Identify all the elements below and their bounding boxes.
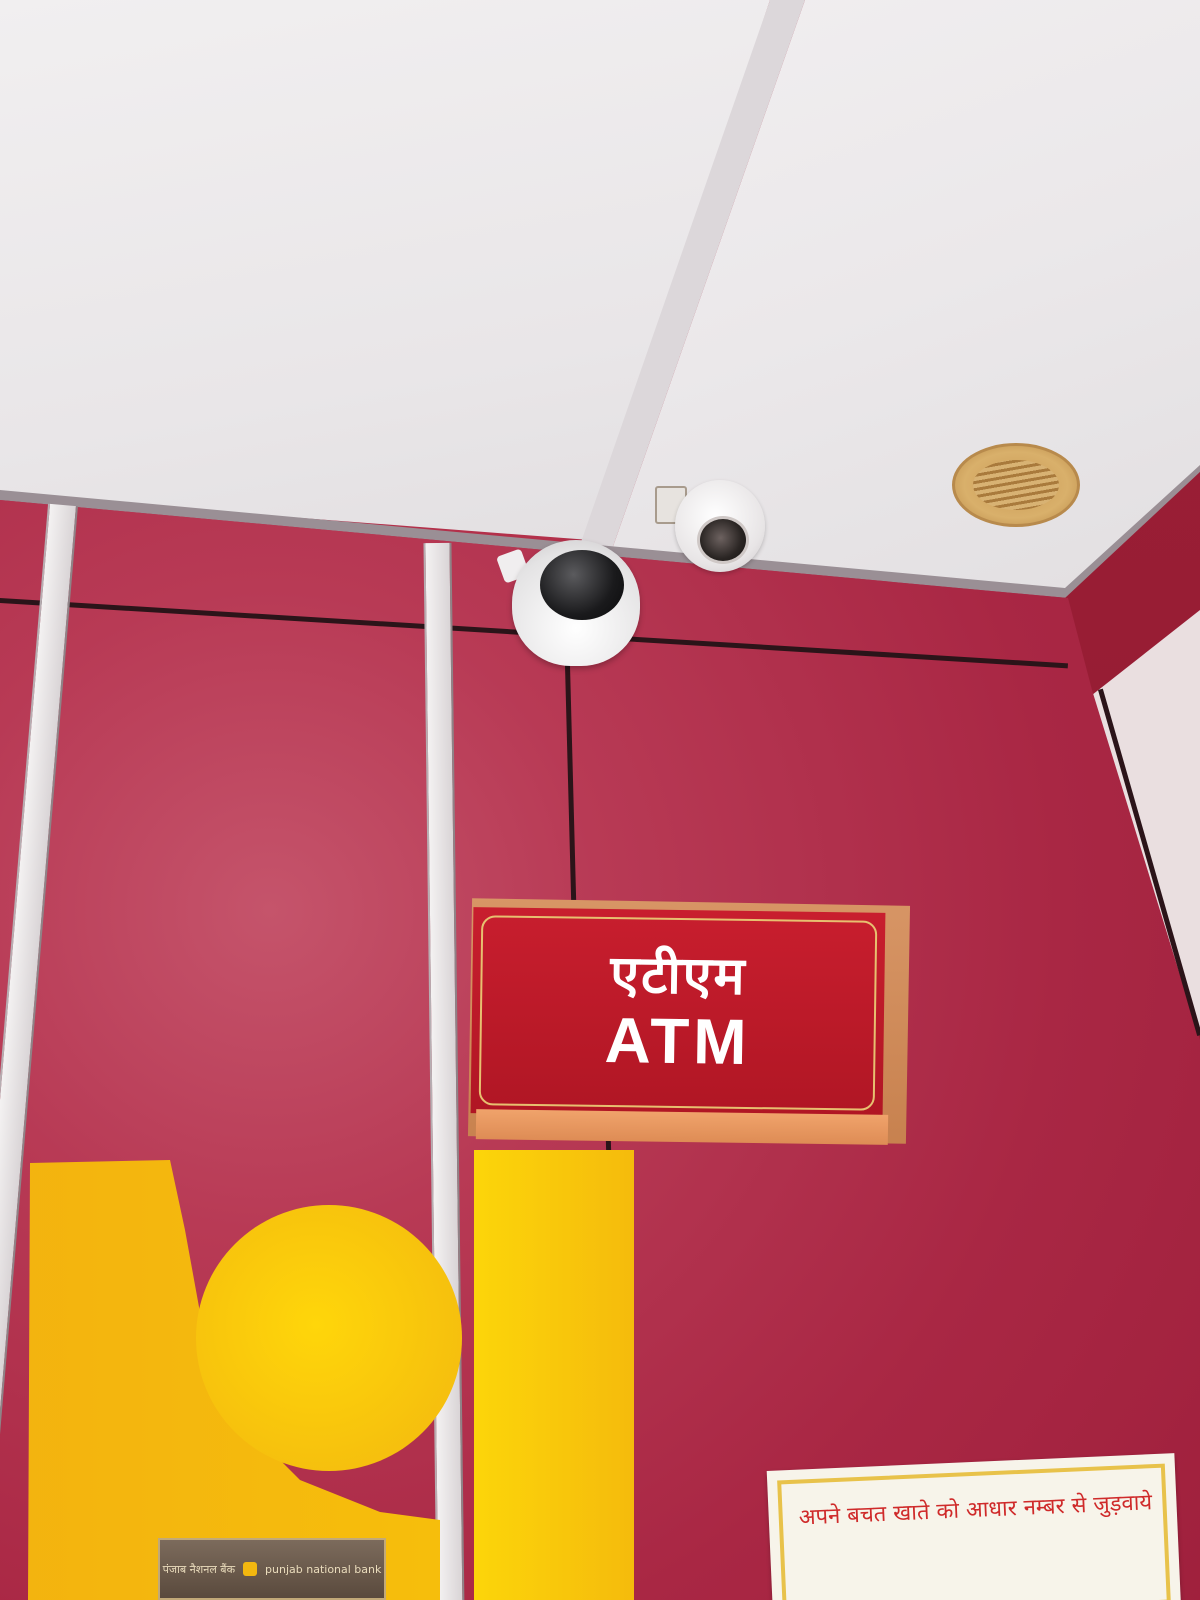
dome-camera-lens <box>540 550 624 620</box>
sign-tape-bottom <box>476 1109 888 1145</box>
aadhaar-notice <box>767 1453 1182 1600</box>
ceiling-vent-icon <box>952 443 1080 527</box>
pnb-english-name: punjab national bank <box>265 1562 382 1576</box>
notice-text: अपने बचत खाते को आधार नम्बर से जुड़वाये <box>777 1464 1171 1600</box>
atm-sign <box>471 907 886 1119</box>
pnb-mark-icon <box>243 1562 257 1576</box>
pnb-logo-circle <box>196 1205 462 1471</box>
pnb-hindi-name: पंजाब नैशनल बैंक <box>162 1562 236 1576</box>
vent-slats <box>973 460 1059 510</box>
atm-sign-border <box>479 915 878 1111</box>
pnb-logo-yellow-right <box>474 1150 634 1600</box>
dome-camera-icon <box>512 540 640 666</box>
turret-camera-icon <box>675 480 765 572</box>
pnb-nameplate <box>158 1538 386 1600</box>
atm-sign-english: ATM <box>604 1003 752 1078</box>
turret-camera-lens <box>697 516 749 564</box>
atm-sign-hindi: एटीएम <box>609 944 748 1007</box>
